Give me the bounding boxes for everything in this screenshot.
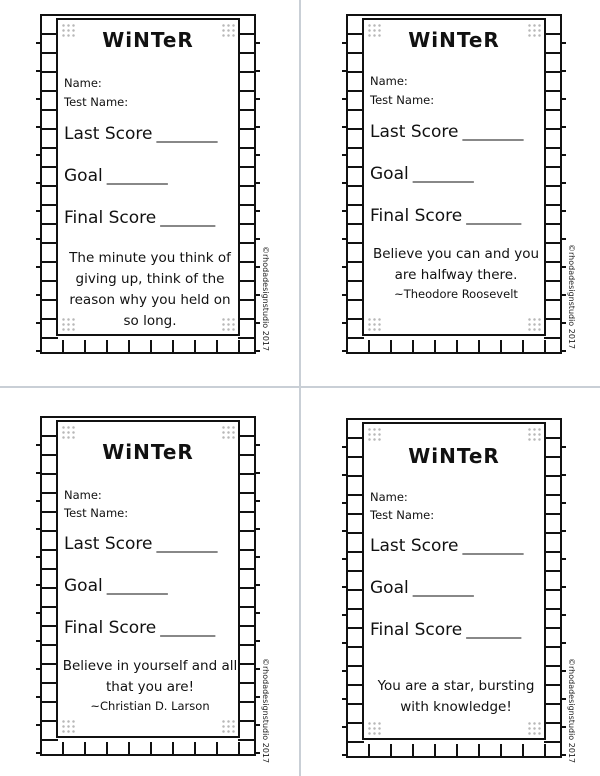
card-title: WiNTeR	[408, 444, 500, 468]
last-score-field: Last Score __________	[64, 124, 217, 144]
card-panel	[56, 420, 240, 738]
quote-author: ~Theodore Roosevelt	[394, 287, 518, 301]
card-panel	[362, 422, 546, 740]
last-score-field: Last Score __________	[370, 122, 523, 142]
test-name-label: Test Name:	[64, 506, 129, 520]
name-label: Name:	[370, 490, 408, 504]
card-title: WiNTeR	[102, 440, 194, 464]
score-card-4	[346, 418, 576, 764]
page-divider-horizontal	[0, 386, 600, 388]
final-score-field: Final Score _________	[370, 206, 521, 226]
card-title: WiNTeR	[102, 28, 194, 52]
test-name-label: Test Name:	[64, 95, 129, 109]
score-card-2	[346, 14, 576, 354]
quote-text: Believe you can and you are halfway there. ~Theodore Roosevelt	[368, 244, 544, 302]
final-score-field: Final Score _________	[64, 618, 215, 638]
last-score-field: Last Score __________	[370, 536, 523, 556]
goal-field: Goal __________	[370, 578, 473, 598]
copyright-text: ©rhodadesignstudio 2017	[261, 246, 270, 352]
quote-text: Believe in yourself and all that you are! ~Christian D. Larson	[62, 658, 238, 713]
copyright-text: ©rhodadesignstudio 2017	[567, 658, 576, 764]
score-card-1	[40, 14, 270, 354]
final-score-field: Final Score _________	[370, 620, 521, 640]
name-label: Name:	[64, 76, 102, 90]
goal-field: Goal __________	[370, 164, 473, 184]
card-title: WiNTeR	[408, 28, 500, 52]
goal-field: Goal __________	[64, 576, 167, 596]
test-name-label: Test Name:	[370, 93, 435, 107]
name-label: Name:	[64, 488, 102, 502]
test-name-label: Test Name:	[370, 508, 435, 522]
quote-author: ~Christian D. Larson	[90, 699, 210, 713]
last-score-field: Last Score __________	[64, 534, 217, 554]
quote-text: You are a star, bursting with knowledge!	[377, 678, 535, 715]
goal-field: Goal __________	[64, 166, 167, 186]
name-label: Name:	[370, 74, 408, 88]
quote-text: The minute you think of giving up, think of the reason why you held on so long.	[69, 250, 231, 329]
final-score-field: Final Score _________	[64, 208, 215, 228]
page-divider-vertical	[299, 0, 301, 776]
card-panel	[56, 18, 240, 336]
score-card-3	[40, 416, 270, 764]
copyright-text: ©rhodadesignstudio 2017	[567, 244, 576, 350]
card-panel	[362, 18, 546, 336]
copyright-text: ©rhodadesignstudio 2017	[261, 658, 270, 764]
